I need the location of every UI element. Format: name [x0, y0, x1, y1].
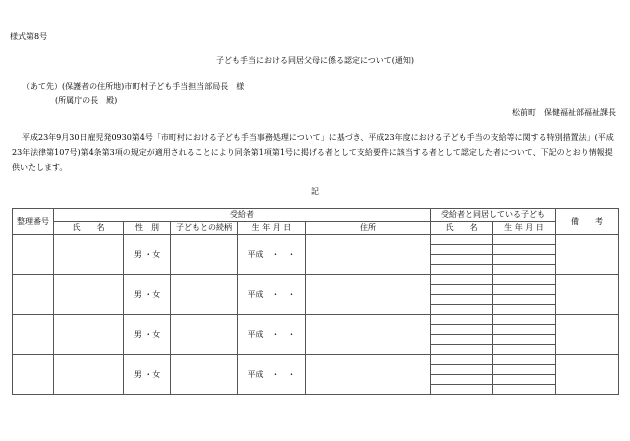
child-name-cell[interactable]: [431, 285, 493, 295]
gender-cell: 男 ・女: [124, 235, 171, 275]
header-cohabiting-children: 受給者と同居している子ども: [431, 209, 556, 222]
remarks-cell[interactable]: [556, 235, 619, 275]
child-name-cell[interactable]: [431, 275, 493, 285]
address-cell[interactable]: [306, 235, 431, 275]
child-birthdate-cell[interactable]: [493, 285, 556, 295]
header-remarks: 備 考: [556, 209, 619, 235]
reg-no-cell[interactable]: [13, 355, 54, 395]
table-row: [13, 275, 619, 285]
name-cell[interactable]: [54, 235, 124, 275]
child-name-cell[interactable]: [431, 335, 493, 345]
child-name-cell[interactable]: [431, 375, 493, 385]
child-birthdate-cell[interactable]: [493, 245, 556, 255]
child-name-cell[interactable]: [431, 245, 493, 255]
address-cell[interactable]: [306, 355, 431, 395]
body-paragraph: 平成23年9月30日雇児発0930第4号「市町村における子ども手当事務処理について」に基づき、平成23年度における子ども手当の支給等に関する特別措置法」(平成23年法律第107号)第4条第3項の規定が適用されることにより同条第1項第1号に掲げる者として支給要件に該当する者として認定した者について、下記のとおり情報提供いたします。: [12, 133, 614, 172]
child-birthdate-cell[interactable]: [493, 275, 556, 285]
subheader-birthdate: 生 年 月 日: [238, 222, 306, 235]
form-number: 様式第8号: [10, 32, 48, 41]
subheader-gender: 性 別: [124, 222, 171, 235]
child-name-cell[interactable]: [431, 235, 493, 245]
child-birthdate-cell[interactable]: [493, 365, 556, 375]
child-name-cell[interactable]: [431, 325, 493, 335]
ki-heading: 記: [311, 187, 319, 196]
subheader-child-name: 氏 名: [431, 222, 493, 235]
birthdate-cell: 平成 ・ ・: [238, 235, 306, 275]
child-birthdate-cell[interactable]: [493, 255, 556, 265]
address-cell[interactable]: [306, 275, 431, 315]
sender: 松前町 保健福祉部福祉課長: [512, 108, 616, 117]
remarks-cell[interactable]: [556, 355, 619, 395]
child-name-cell[interactable]: [431, 385, 493, 395]
address-cell[interactable]: [306, 315, 431, 355]
remarks-cell[interactable]: [556, 315, 619, 355]
addressee-line-1: （あて先）(保護者の住所地)市町村子ども手当担当部局長 様: [22, 82, 245, 91]
document-title: 子ども手当における同居父母に係る認定について(通知): [215, 56, 415, 65]
child-birthdate-cell[interactable]: [493, 355, 556, 365]
child-birthdate-cell[interactable]: [493, 385, 556, 395]
name-cell[interactable]: [54, 355, 124, 395]
child-birthdate-cell[interactable]: [493, 335, 556, 345]
child-birthdate-cell[interactable]: [493, 325, 556, 335]
child-birthdate-cell[interactable]: [493, 315, 556, 325]
child-birthdate-cell[interactable]: [493, 295, 556, 305]
relationship-cell[interactable]: [171, 355, 238, 395]
subheader-child-birthdate: 生 年 月 日: [493, 222, 556, 235]
child-name-cell[interactable]: [431, 265, 493, 275]
name-cell[interactable]: [54, 315, 124, 355]
birthdate-cell: 平成 ・ ・: [238, 275, 306, 315]
table-row: [13, 315, 619, 325]
child-name-cell[interactable]: [431, 345, 493, 355]
remarks-cell[interactable]: [556, 275, 619, 315]
birthdate-cell: 平成 ・ ・: [238, 355, 306, 395]
child-birthdate-cell[interactable]: [493, 305, 556, 315]
child-birthdate-cell[interactable]: [493, 375, 556, 385]
reg-no-cell[interactable]: [13, 315, 54, 355]
name-cell[interactable]: [54, 275, 124, 315]
child-name-cell[interactable]: [431, 355, 493, 365]
relationship-cell[interactable]: [171, 315, 238, 355]
table-row: [13, 355, 619, 365]
header-recipient: 受給者: [54, 209, 431, 222]
relationship-cell[interactable]: [171, 235, 238, 275]
child-birthdate-cell[interactable]: [493, 265, 556, 275]
table-row: [13, 235, 619, 245]
child-name-cell[interactable]: [431, 305, 493, 315]
subheader-relationship: 子どもとの続柄: [171, 222, 238, 235]
child-name-cell[interactable]: [431, 315, 493, 325]
birthdate-cell: 平成 ・ ・: [238, 315, 306, 355]
child-birthdate-cell[interactable]: [493, 345, 556, 355]
gender-cell: 男 ・女: [124, 275, 171, 315]
child-name-cell[interactable]: [431, 255, 493, 265]
relationship-cell[interactable]: [171, 275, 238, 315]
gender-cell: 男 ・女: [124, 315, 171, 355]
recipient-table: [12, 208, 619, 395]
subheader-name: 氏 名: [54, 222, 124, 235]
addressee-line-2: (所属庁の長 殿): [55, 96, 118, 105]
child-name-cell[interactable]: [431, 295, 493, 305]
gender-cell: 男 ・女: [124, 355, 171, 395]
reg-no-cell[interactable]: [13, 275, 54, 315]
child-birthdate-cell[interactable]: [493, 235, 556, 245]
header-reg-no: 整理番号: [13, 209, 54, 235]
subheader-address: 住所: [306, 222, 431, 235]
reg-no-cell[interactable]: [13, 235, 54, 275]
child-name-cell[interactable]: [431, 365, 493, 375]
